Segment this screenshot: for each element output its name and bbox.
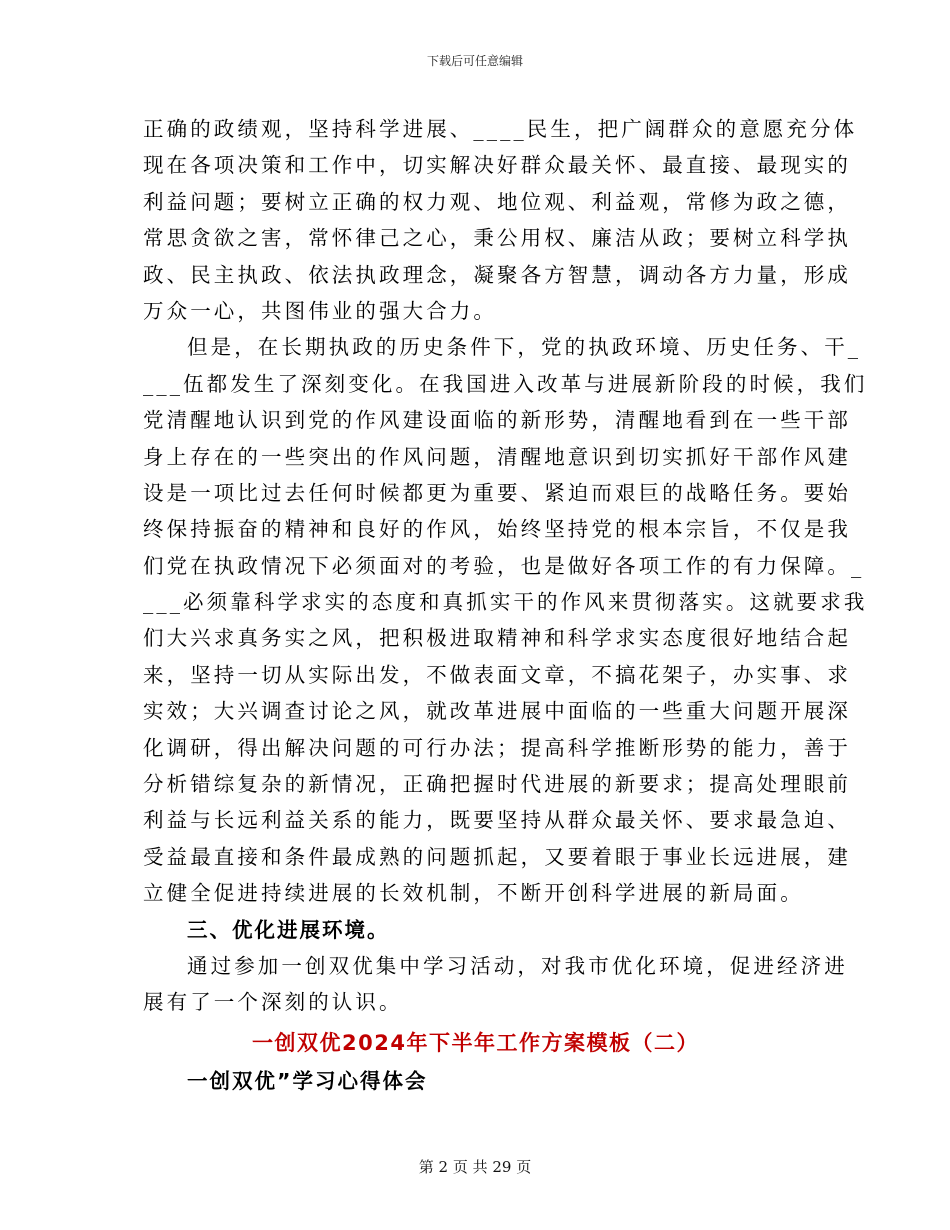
body-line: 来，坚持一切从实际出发，不做表面文章，不搞花架子，办实事、求 [143,662,851,687]
body-line: 正确的政绩观，坚持科学进展、____民生，把广阔群众的意愿充分体 [143,117,858,141]
body-line: 设是一项比过去任何时候都更为重要、紧迫而艰巨的战略任务。要始 [143,480,851,505]
body-line: 党清醒地认识到党的作风建设面临的新形势，清醒地看到在一些干部 [143,408,851,433]
body-line: 通过参加一创双优集中学习活动，对我市优化环境，促进经济进 [187,953,848,978]
body-line: 利益问题；要树立正确的权力观、地位观、利益观，常修为政之德， [143,189,851,214]
subheading: 一创双优”学习心得体会 [187,1068,428,1093]
body-line: 政、民主执政、依法执政理念，凝聚各方智慧，调动各方力量，形成 [143,262,851,287]
page-footer: 第 2 页 共 29 页 [418,1158,532,1176]
body-line: 利益与长远利益关系的能力，既要坚持从群众最关怀、要求最急迫、 [143,808,851,833]
body-line: 受益最直接和条件最成熟的问题抓起，又要着眼于事业长远进展，建 [143,844,851,869]
body-line: 终保持振奋的精神和良好的作风，始终坚持党的根本宗旨，不仅是我 [143,517,851,542]
body-line: 化调研，得出解决问题的可行办法；提高科学推断形势的能力，善于 [143,735,851,760]
body-line: 展有了一个深刻的认识。 [143,990,403,1015]
body-line: 们大兴求真务实之风，把积极进取精神和科学求实态度很好地结合起 [143,626,851,651]
body-line: ___伍都发生了深刻变化。在我国进入改革与进展新阶段的时候，我们 [143,371,868,396]
body-line: 立健全促进持续进展的长效机制，不断开创科学进展的新局面。 [143,881,804,906]
page-header: 下载后可任意编辑 [426,54,523,68]
body-line: 万众一心，共图伟业的强大合力。 [143,298,497,323]
body-line: 身上存在的一些突出的作风问题，清醒地意识到切实抓好干部作风建 [143,444,851,469]
body-line: 但是，在长期执政的历史条件下，党的执政环境、历史任务、干_ [187,335,862,360]
body-line: 分析错综复杂的新情况，正确把握时代进展的新要求；提高处理眼前 [143,772,851,797]
section-heading: 三、优化进展环境。 [187,917,390,942]
document-title: 一创双优2024年下半年工作方案模板（二） [252,1030,699,1055]
body-line: 们党在执政情况下必须面对的考验，也是做好各项工作的有力保障。_ [143,553,865,578]
body-line: ___必须靠科学求实的态度和真抓实干的作风来贯彻落实。这就要求我 [143,590,868,615]
body-line: 常思贪欲之害，常怀律己之心，秉公用权、廉洁从政；要树立科学执 [143,226,851,251]
document-body [143,111,868,1099]
body-line: 实效；大兴调查讨论之风，就改革进展中面临的一些重大问题开展深 [143,699,851,724]
body-line: 现在各项决策和工作中，切实解决好群众最关怀、最直接、最现实的 [143,153,851,178]
